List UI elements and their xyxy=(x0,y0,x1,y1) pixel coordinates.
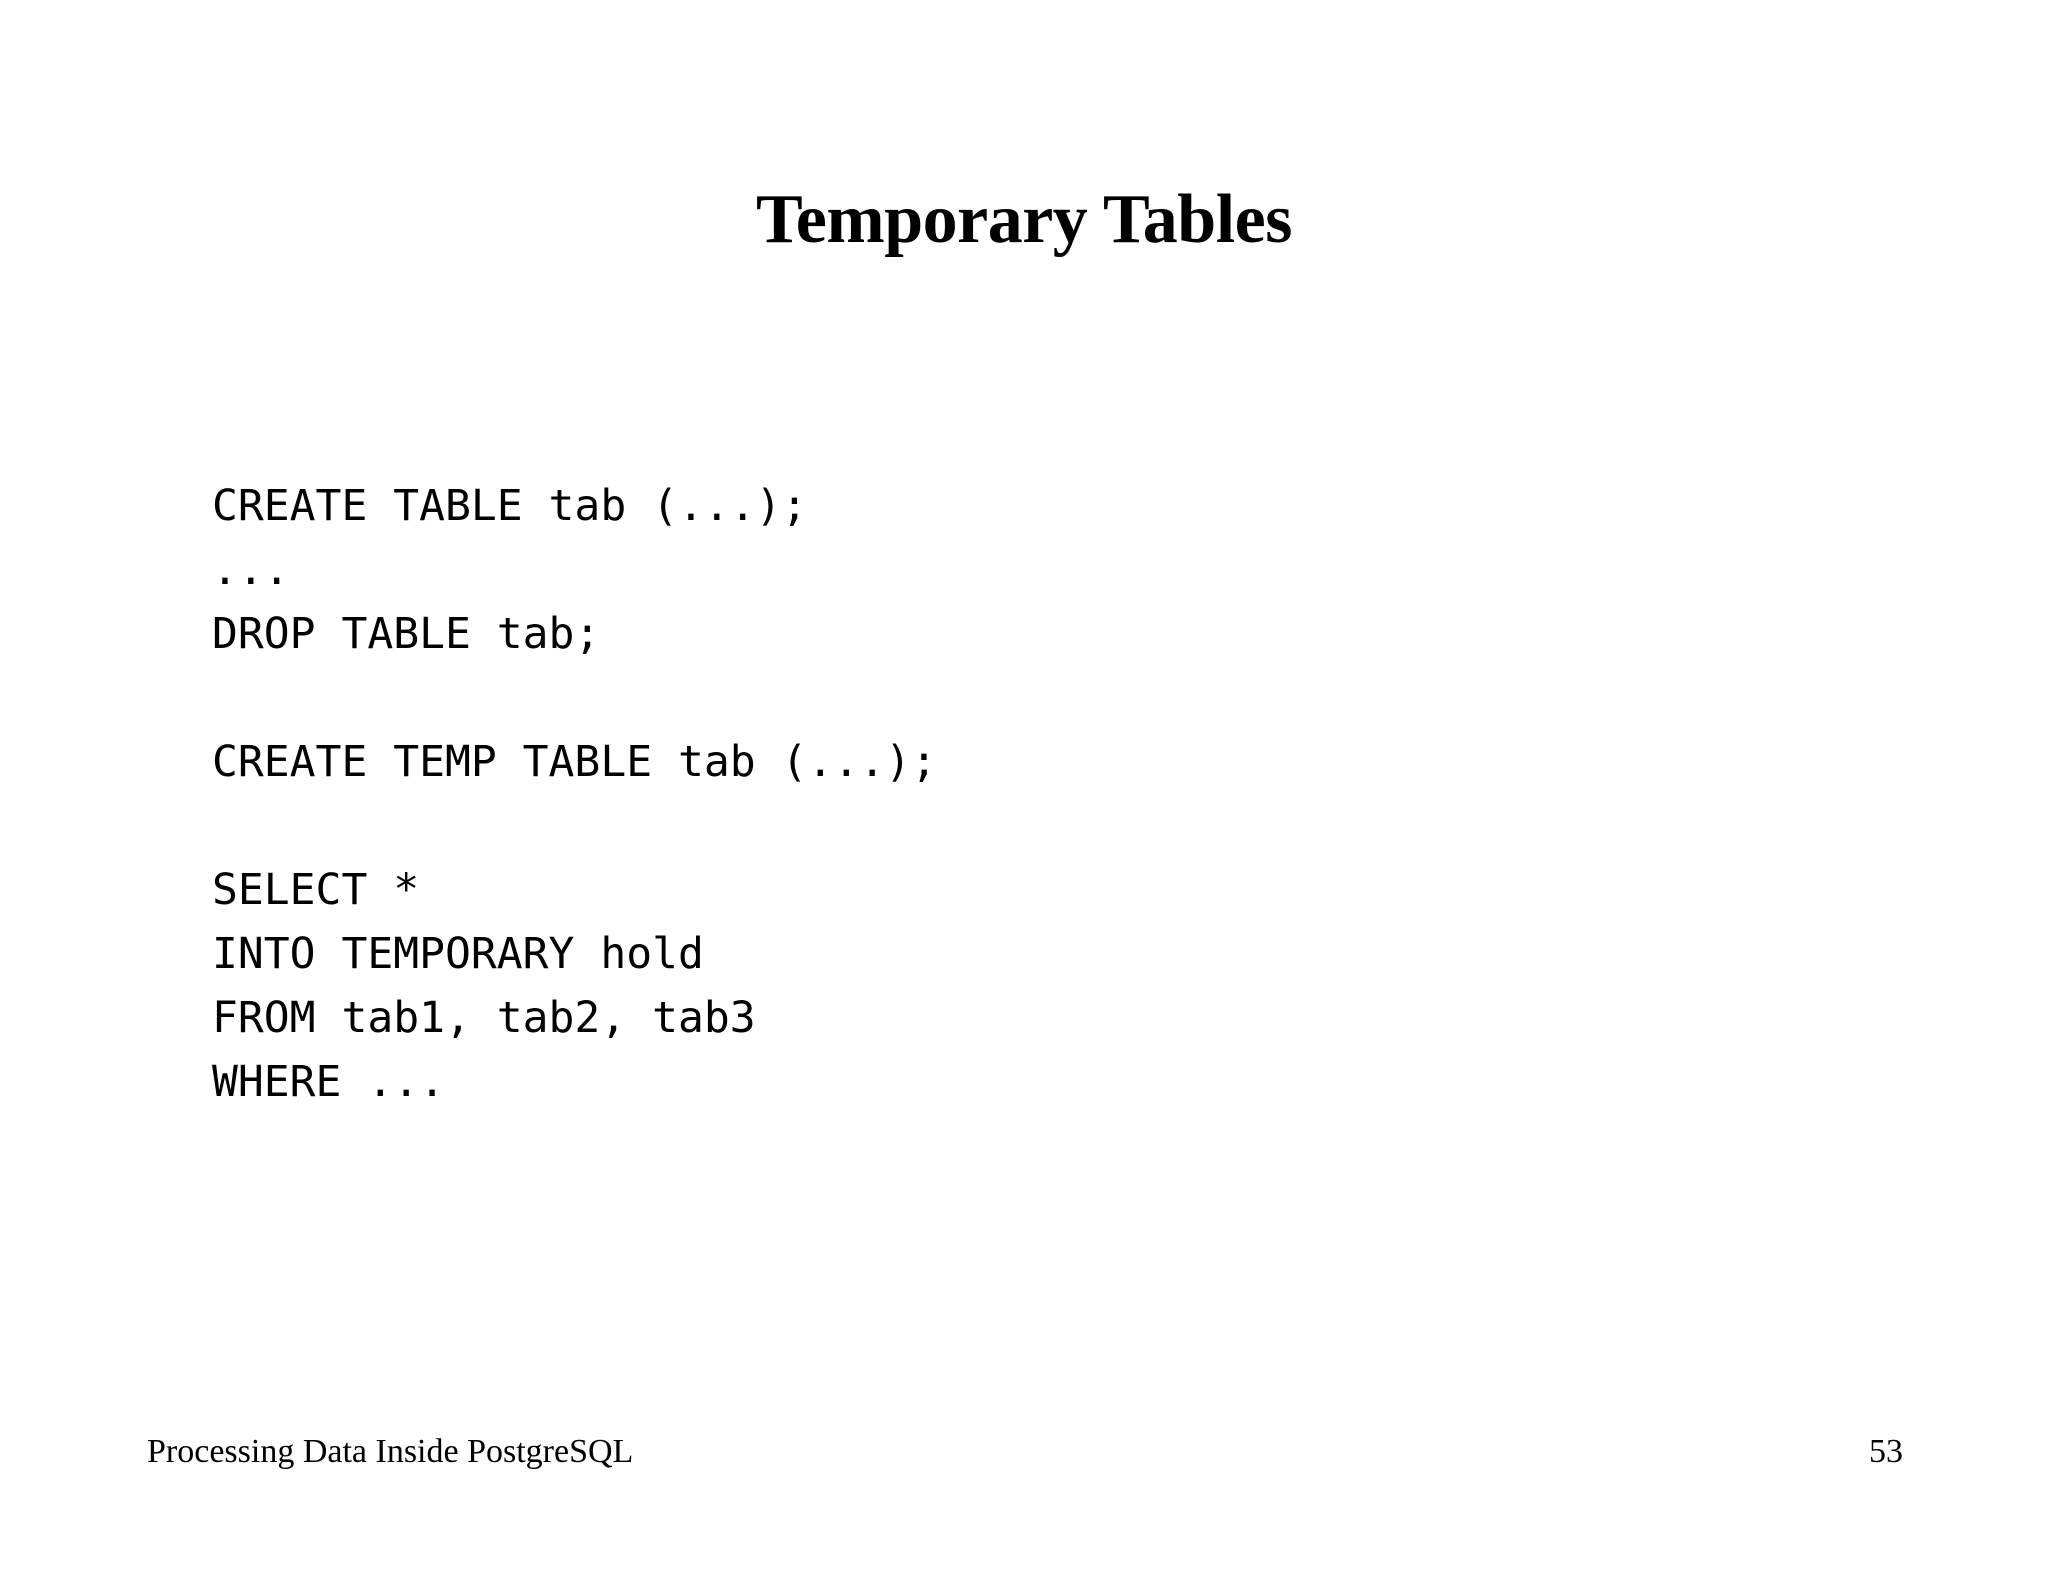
code-line: CREATE TEMP TABLE tab (...); xyxy=(212,737,937,787)
code-line: INTO TEMPORARY hold xyxy=(212,929,704,979)
footer-page-number: 53 xyxy=(1869,1433,1903,1470)
code-line: CREATE TABLE tab (...); xyxy=(212,481,808,531)
code-block xyxy=(212,474,937,1114)
code-line xyxy=(212,794,937,858)
code-line: FROM tab1, tab2, tab3 xyxy=(212,993,756,1043)
code-line xyxy=(212,666,937,730)
footer-presentation-title: Processing Data Inside PostgreSQL xyxy=(147,1433,634,1470)
code-line: WHERE ... xyxy=(212,1057,445,1107)
slide-title: Temporary Tables xyxy=(756,181,1292,258)
code-line: ... xyxy=(212,545,290,595)
code-line: SELECT * xyxy=(212,865,420,915)
code-line: DROP TABLE tab; xyxy=(212,609,601,659)
